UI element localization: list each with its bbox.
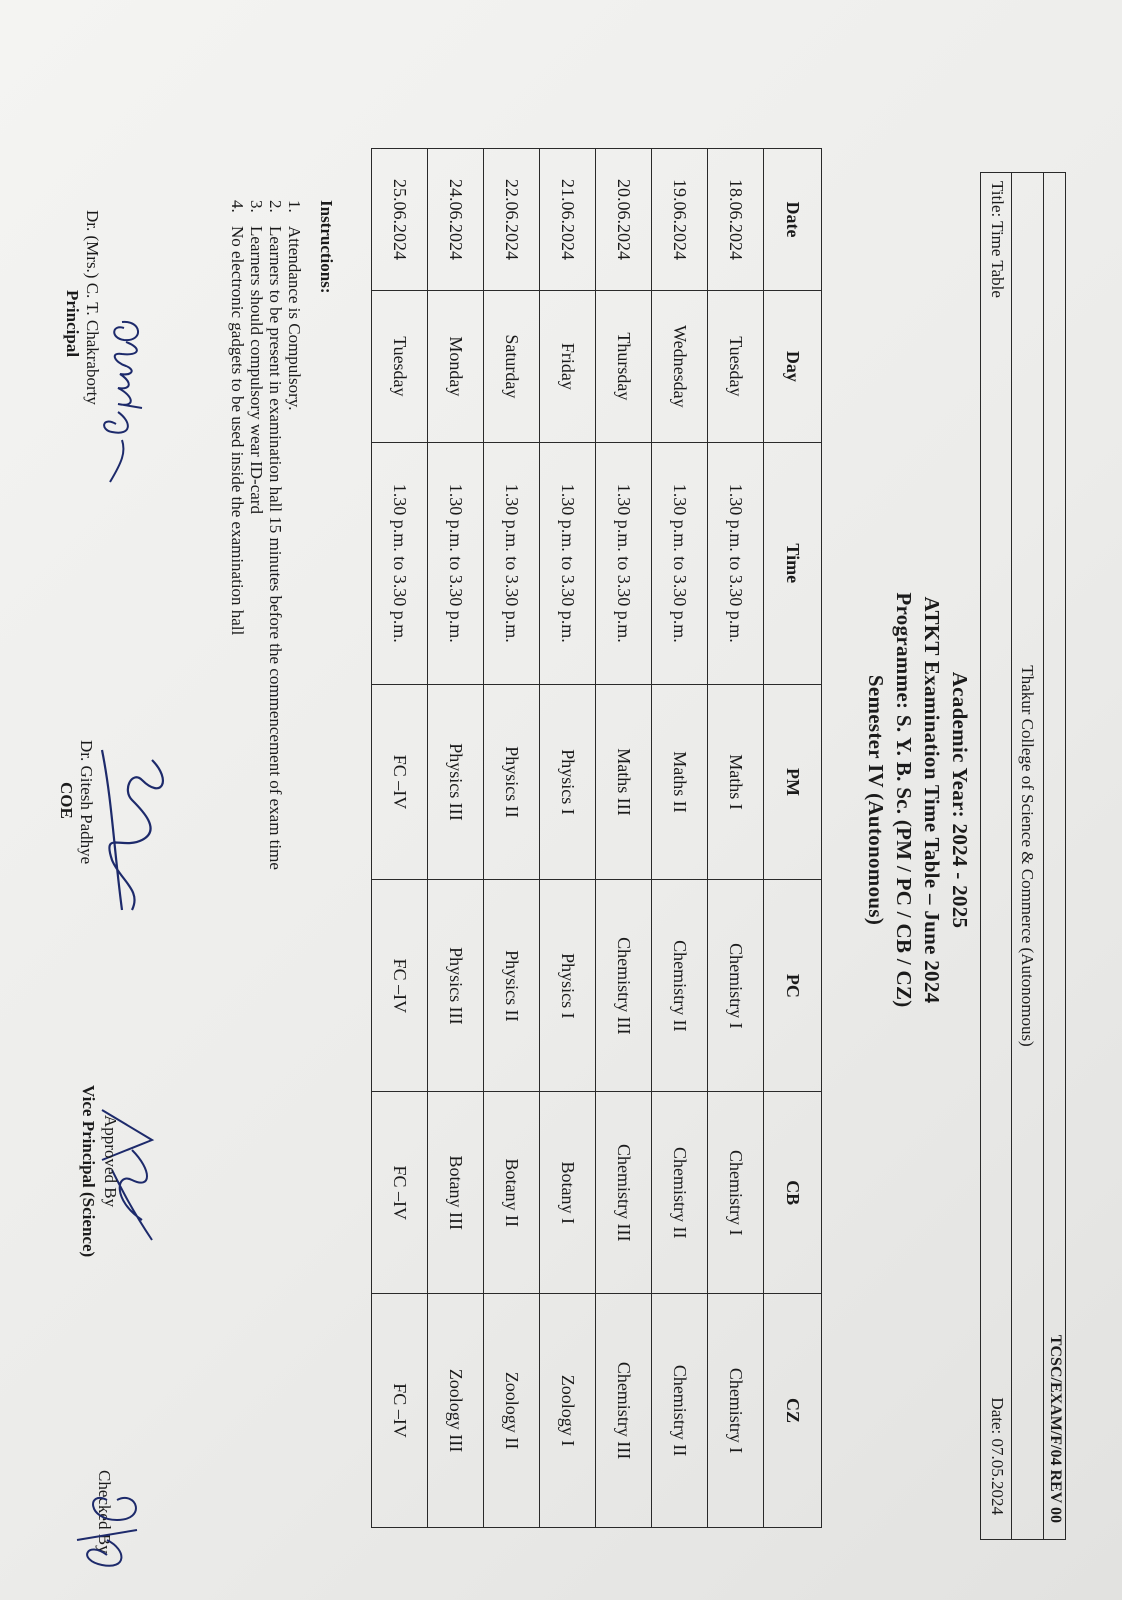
cell-time: 1.30 p.m. to 3.30 p.m. — [428, 442, 484, 684]
cell-pm: Physics I — [540, 684, 596, 880]
cell-date: 21.06.2024 — [540, 149, 596, 291]
cell-pm: Physics III — [428, 684, 484, 880]
cell-pc: Physics II — [484, 880, 540, 1092]
principal-name: Dr. (Mrs.) C. T. Chakraborty — [83, 210, 102, 405]
cell-cz: Chemistry III — [596, 1294, 652, 1528]
instruction-text: Learners to be present in examination hall 15 minutes before the commencement of exam time — [266, 226, 285, 870]
cell-pm: Maths II — [652, 684, 708, 880]
table-row — [484, 149, 540, 1528]
cell-cb: FC –IV — [372, 1092, 428, 1294]
column-header-cz: CZ — [764, 1294, 822, 1528]
exam-heading: ATKT Examination Time Table – June 2024 — [920, 596, 944, 1004]
cell-time: 1.30 p.m. to 3.30 p.m. — [652, 442, 708, 684]
cell-day: Friday — [540, 290, 596, 442]
instruction-item — [247, 200, 266, 870]
document-header — [980, 172, 1066, 1540]
cell-cz: FC –IV — [372, 1294, 428, 1528]
cell-pc: Physics III — [428, 880, 484, 1092]
instruction-text: Attendance is Compulsory. — [285, 226, 304, 411]
cell-pc: FC –IV — [372, 880, 428, 1092]
cell-day: Wednesday — [652, 290, 708, 442]
cell-time: 1.30 p.m. to 3.30 p.m. — [484, 442, 540, 684]
column-header-cb: CB — [764, 1092, 822, 1294]
cell-cz: Zoology III — [428, 1294, 484, 1528]
header-row-title — [981, 173, 1011, 1539]
column-header-pm: PM — [764, 684, 822, 880]
cell-date: 20.06.2024 — [596, 149, 652, 291]
table-header-row — [764, 149, 822, 1528]
cell-date: 24.06.2024 — [428, 149, 484, 291]
instruction-number: 1. — [285, 200, 304, 213]
column-header-pc: PC — [764, 880, 822, 1092]
vice-principal-label: Approved By — [101, 1115, 120, 1208]
table-row — [428, 149, 484, 1528]
cell-time: 1.30 p.m. to 3.30 p.m. — [540, 442, 596, 684]
cell-cb: Chemistry III — [596, 1092, 652, 1294]
header-row-college — [1011, 173, 1043, 1539]
cell-day: Saturday — [484, 290, 540, 442]
instruction-item — [266, 200, 285, 870]
cell-cz: Chemistry II — [652, 1294, 708, 1528]
college-name: Thakur College of Science & Commerce (Autonomous) — [1018, 665, 1037, 1047]
cell-pm: Maths I — [708, 684, 764, 880]
column-header-time: Time — [764, 442, 822, 684]
document-date: Date: 07.05.2024 — [988, 1397, 1007, 1515]
cell-time: 1.30 p.m. to 3.30 p.m. — [372, 442, 428, 684]
cell-cz: Zoology I — [540, 1294, 596, 1528]
document-title: Title: Time Table — [988, 181, 1007, 298]
cell-time: 1.30 p.m. to 3.30 p.m. — [708, 442, 764, 684]
table-row — [652, 149, 708, 1528]
table-row — [596, 149, 652, 1528]
cell-pc: Chemistry I — [708, 880, 764, 1092]
cell-date: 19.06.2024 — [652, 149, 708, 291]
coe-role: COE — [57, 782, 76, 819]
cell-date: 22.06.2024 — [484, 149, 540, 291]
cell-cz: Zoology II — [484, 1294, 540, 1528]
cell-pc: Physics I — [540, 880, 596, 1092]
instruction-number: 2. — [266, 200, 285, 213]
cell-pm: FC –IV — [372, 684, 428, 880]
vice-principal-role: Vice Principal (Science) — [79, 1085, 98, 1258]
cell-pm: Physics II — [484, 684, 540, 880]
exam-timetable — [371, 148, 822, 1528]
cell-pm: Maths III — [596, 684, 652, 880]
instruction-item — [285, 200, 304, 870]
cell-cb: Botany II — [484, 1092, 540, 1294]
instruction-item — [228, 200, 247, 870]
cell-cb: Botany I — [540, 1092, 596, 1294]
column-header-day: Day — [764, 290, 822, 442]
cell-pc: Chemistry II — [652, 880, 708, 1092]
instruction-text: No electronic gadgets to be used inside the examination hall — [228, 226, 247, 636]
header-row-form-code — [1043, 173, 1065, 1539]
principal-role: Principal — [63, 290, 82, 358]
checked-by-label: Checked By — [95, 1470, 114, 1554]
table-row — [708, 149, 764, 1528]
table-row — [540, 149, 596, 1528]
table-row — [372, 149, 428, 1528]
form-code: TCSC/EXAM/F/04 REV 00 — [1047, 1334, 1064, 1523]
programme-heading: Programme: S. Y. B. Sc. (PM / PC / CB / CZ) — [892, 592, 916, 1008]
instructions-heading: Instructions: — [317, 200, 336, 294]
instruction-number: 3. — [247, 200, 266, 213]
instruction-text: Learners should compulsory wear ID-card — [247, 226, 266, 514]
cell-date: 18.06.2024 — [708, 149, 764, 291]
cell-cb: Chemistry I — [708, 1092, 764, 1294]
semester-heading: Semester IV (Autonomous) — [864, 674, 888, 926]
checked-by-signature — [57, 1480, 157, 1590]
instruction-number: 4. — [228, 200, 247, 213]
coe-name: Dr. Gitesh Padhye — [77, 740, 96, 865]
column-header-date: Date — [764, 149, 822, 291]
cell-day: Thursday — [596, 290, 652, 442]
cell-day: Monday — [428, 290, 484, 442]
academic-year-heading: Academic Year: 2024 - 2025 — [948, 671, 972, 929]
cell-cb: Botany III — [428, 1092, 484, 1294]
cell-pc: Chemistry III — [596, 880, 652, 1092]
cell-day: Tuesday — [372, 290, 428, 442]
cell-cb: Chemistry II — [652, 1092, 708, 1294]
cell-day: Tuesday — [708, 290, 764, 442]
cell-time: 1.30 p.m. to 3.30 p.m. — [596, 442, 652, 684]
cell-cz: Chemistry I — [708, 1294, 764, 1528]
cell-date: 25.06.2024 — [372, 149, 428, 291]
instructions-list — [228, 200, 304, 870]
